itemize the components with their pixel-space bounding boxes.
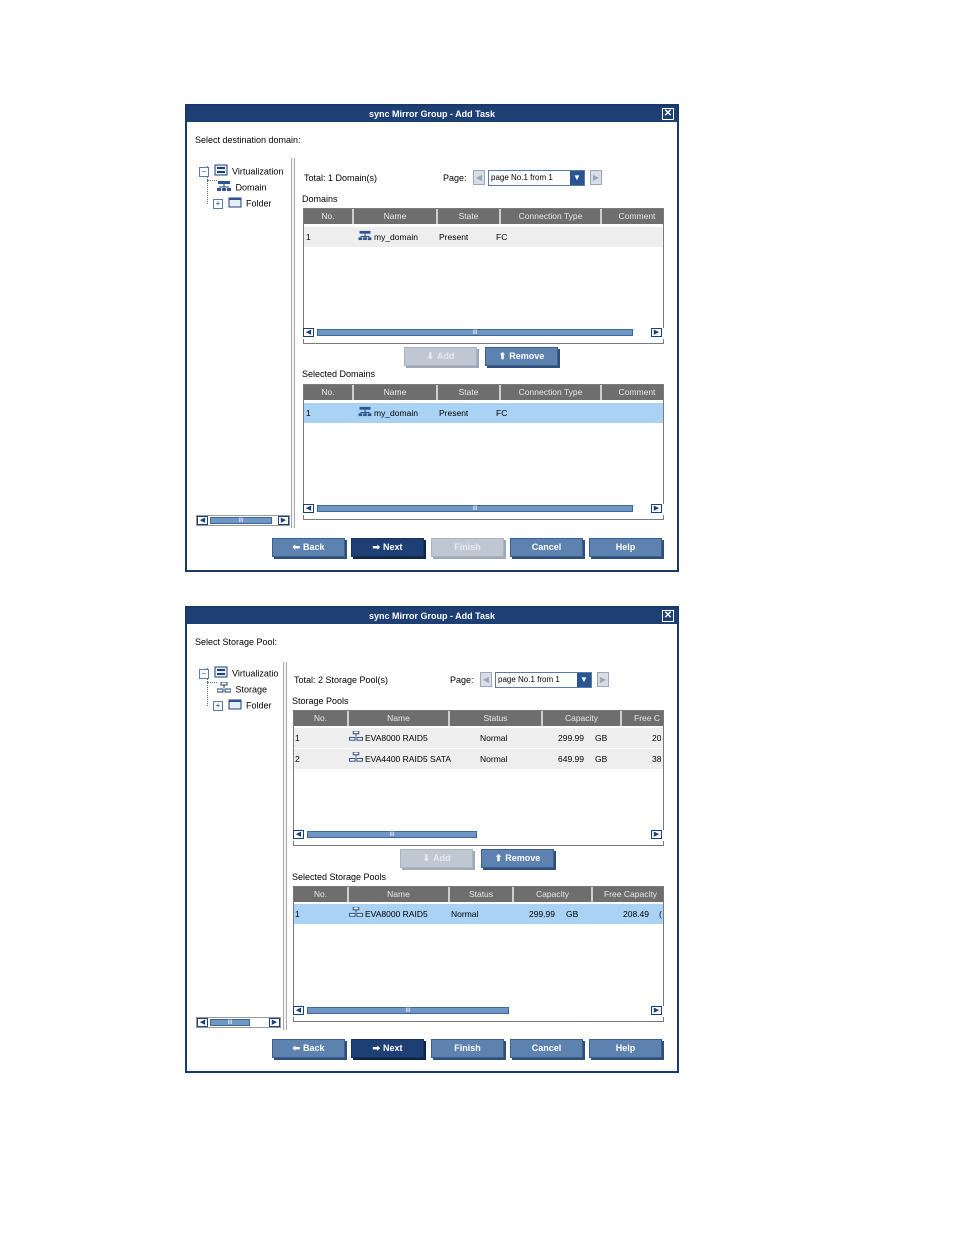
column-header-capacity[interactable]: Capacity xyxy=(543,711,622,726)
previous-page-button[interactable]: ◀ xyxy=(480,672,492,687)
storage-icon xyxy=(217,682,231,698)
table-header xyxy=(304,209,663,224)
domain-icon xyxy=(217,180,231,196)
navigation-tree xyxy=(195,152,292,522)
scroll-thumb[interactable]: III xyxy=(307,831,477,838)
tree-node-domain[interactable] xyxy=(217,180,267,194)
next-button-label: Next xyxy=(383,1043,403,1053)
storage-pool-icon xyxy=(349,905,363,924)
scroll-left-icon[interactable]: ◀ xyxy=(303,504,314,513)
scroll-right-icon[interactable]: ▶ xyxy=(651,830,662,839)
tree-label: Storage xyxy=(235,684,268,695)
selected-table-scrollbar[interactable] xyxy=(293,1006,664,1017)
page-label: Page: xyxy=(450,675,474,685)
table-row[interactable] xyxy=(304,403,663,423)
back-button-label: Back xyxy=(303,1043,325,1053)
selected-table-scrollbar[interactable] xyxy=(303,504,664,515)
column-header-no[interactable]: No. xyxy=(304,209,354,224)
cell-state: Present xyxy=(439,408,469,418)
column-header-comment[interactable]: Comment xyxy=(618,387,656,397)
add-task-dialog-storage-pool xyxy=(185,606,679,1073)
cell-no: 1 xyxy=(306,408,311,418)
scroll-left-icon[interactable]: ◀ xyxy=(303,328,314,337)
page-value: page No.1 from 1 xyxy=(491,173,553,182)
scroll-right-icon[interactable]: ▶ xyxy=(278,516,289,525)
column-header-name[interactable]: Name xyxy=(349,887,450,902)
column-header-free-capacity[interactable]: Free Capacity xyxy=(604,889,657,899)
finish-button-label: Finish xyxy=(454,1043,481,1053)
scroll-right-icon[interactable]: ▶ xyxy=(269,1018,280,1027)
next-button[interactable] xyxy=(351,538,424,557)
tree-label: Folder xyxy=(246,198,272,209)
scroll-thumb[interactable]: III xyxy=(317,329,633,336)
domain-icon xyxy=(358,228,372,247)
add-button-label: Add xyxy=(433,853,451,863)
column-header-connection-type[interactable]: Connection Type xyxy=(501,385,602,400)
help-button-label: Help xyxy=(615,1043,636,1053)
arrow-left-icon: ⬅ xyxy=(292,1043,301,1053)
next-page-button[interactable]: ▶ xyxy=(597,672,609,687)
table-row[interactable] xyxy=(294,749,663,769)
arrow-down-icon: ⬇ xyxy=(426,351,435,361)
finish-button[interactable] xyxy=(431,538,504,557)
scroll-thumb[interactable]: III xyxy=(317,505,633,512)
selected-domains-label: Selected Domains xyxy=(302,369,376,379)
cell-state: Present xyxy=(439,232,469,242)
scroll-left-icon[interactable]: ◀ xyxy=(293,830,304,839)
close-icon[interactable]: ✕ xyxy=(663,610,673,621)
cell-name xyxy=(349,728,428,748)
tree-node-storage[interactable] xyxy=(217,682,267,696)
scroll-left-icon[interactable]: ◀ xyxy=(293,1006,304,1015)
cell-capacity-unit: GB xyxy=(566,909,579,919)
cancel-button-label: Cancel xyxy=(531,542,562,552)
cell-connection-type: FC xyxy=(496,408,508,418)
cell-name-text: my_domain xyxy=(374,408,418,418)
expand-icon[interactable]: + xyxy=(213,701,223,711)
tree-node-virtualization[interactable] xyxy=(199,666,278,680)
folder-icon xyxy=(228,698,242,714)
add-button-label: Add xyxy=(437,351,455,361)
arrow-down-icon: ⬇ xyxy=(422,853,431,863)
prompt-text: Select Storage Pool: xyxy=(195,637,278,647)
tree-connector xyxy=(207,682,217,683)
cell-capacity: 299.99 xyxy=(529,909,555,919)
domains-table-scrollbar[interactable] xyxy=(303,328,664,339)
chevron-down-icon[interactable]: ▼ xyxy=(577,673,591,687)
cell-capacity-unit: GB xyxy=(595,754,608,764)
column-header-state[interactable]: State xyxy=(438,209,501,224)
column-header-capacity[interactable]: Capacity xyxy=(514,887,593,902)
tree-label: Virtualization xyxy=(232,166,284,177)
finish-button[interactable] xyxy=(431,1039,504,1058)
cell-name-text: EVA8000 RAID5 xyxy=(365,733,428,743)
cell-name-text: EVA8000 RAID5 xyxy=(365,909,428,919)
next-page-button[interactable]: ▶ xyxy=(590,170,602,185)
scroll-thumb[interactable]: III xyxy=(307,1007,509,1014)
next-button-label: Next xyxy=(383,542,403,552)
dialog-title: sync Mirror Group - Add Task xyxy=(368,611,496,621)
page-value: page No.1 from 1 xyxy=(498,675,560,684)
next-button[interactable] xyxy=(351,1039,424,1058)
cancel-button-label: Cancel xyxy=(531,1043,562,1053)
domains-list-label: Domains xyxy=(302,194,338,204)
storage-pool-icon xyxy=(349,729,363,748)
add-button[interactable] xyxy=(404,347,477,366)
column-header-free-capacity[interactable]: Free C xyxy=(634,713,660,723)
tree-label: Folder xyxy=(246,700,272,711)
arrow-up-icon: ⬆ xyxy=(498,351,507,361)
column-header-name[interactable]: Name xyxy=(349,711,450,726)
help-button[interactable] xyxy=(589,1039,662,1058)
previous-page-button[interactable]: ◀ xyxy=(473,170,485,185)
column-header-status[interactable]: Status xyxy=(450,711,543,726)
column-header-name[interactable]: Name xyxy=(354,385,438,400)
scroll-right-icon[interactable]: ▶ xyxy=(651,504,662,513)
cell-connection-type: FC xyxy=(496,232,508,242)
table-header xyxy=(304,385,663,400)
arrow-right-icon: ➡ xyxy=(372,542,381,552)
table-row[interactable] xyxy=(304,227,663,247)
back-button-label: Back xyxy=(303,542,325,552)
column-header-state[interactable]: State xyxy=(438,385,501,400)
storage-pools-list-label: Storage Pools xyxy=(292,696,349,706)
pane-splitter[interactable] xyxy=(283,662,287,1030)
cell-name xyxy=(358,403,418,423)
page-select[interactable] xyxy=(488,170,585,186)
arrow-right-icon: ➡ xyxy=(372,1043,381,1053)
add-button[interactable] xyxy=(400,849,473,868)
help-button[interactable] xyxy=(589,538,662,557)
cell-free-capacity: 20 xyxy=(652,733,662,743)
domain-icon xyxy=(358,404,372,423)
prompt-text: Select destination domain: xyxy=(195,135,301,145)
column-header-no[interactable]: No. xyxy=(294,887,349,902)
virtualization-icon xyxy=(214,164,228,180)
scroll-right-icon[interactable]: ▶ xyxy=(651,1006,662,1015)
cell-free-capacity-unit: ( xyxy=(659,909,662,919)
cell-name-text: my_domain xyxy=(374,232,418,242)
domains-table xyxy=(303,208,664,344)
column-header-name[interactable]: Name xyxy=(354,209,438,224)
remove-button[interactable] xyxy=(485,347,558,366)
dialog-title-bar xyxy=(187,106,677,122)
scroll-right-icon[interactable]: ▶ xyxy=(651,328,662,337)
virtualization-icon xyxy=(214,666,228,682)
folder-icon xyxy=(228,196,242,212)
storage-pools-table xyxy=(293,710,664,846)
cell-no: 1 xyxy=(295,733,300,743)
tree-label: Domain xyxy=(235,182,267,193)
cell-free-capacity: 208.49 xyxy=(623,909,649,919)
table-row[interactable] xyxy=(294,904,663,924)
add-task-dialog-domain xyxy=(185,104,679,572)
column-header-status[interactable]: Status xyxy=(450,887,514,902)
cell-capacity-unit: GB xyxy=(595,733,608,743)
collapse-icon[interactable]: − xyxy=(199,167,209,177)
column-header-connection-type[interactable]: Connection Type xyxy=(501,209,602,224)
navigation-tree xyxy=(195,654,283,1024)
selected-storage-pools-table xyxy=(293,886,664,1022)
total-count: Total: 1 Domain(s) xyxy=(304,173,378,183)
scroll-left-icon[interactable]: ◀ xyxy=(197,1018,208,1027)
cancel-button[interactable] xyxy=(510,1039,583,1058)
cell-name xyxy=(358,227,418,247)
scroll-thumb[interactable]: III xyxy=(210,1019,250,1026)
pane-splitter[interactable] xyxy=(291,158,295,528)
selected-domains-table xyxy=(303,384,664,520)
column-header-no[interactable]: No. xyxy=(304,385,354,400)
page-select[interactable] xyxy=(495,672,592,688)
tree-node-folder[interactable] xyxy=(213,698,272,712)
cell-name xyxy=(349,749,451,769)
remove-button[interactable] xyxy=(481,849,554,868)
cell-status: Normal xyxy=(480,733,508,743)
chevron-down-icon[interactable]: ▼ xyxy=(570,171,584,185)
tree-scrollbar[interactable] xyxy=(196,1017,281,1028)
collapse-icon[interactable]: − xyxy=(199,669,209,679)
column-header-no[interactable]: No. xyxy=(294,711,349,726)
cell-free-capacity: 38 xyxy=(652,754,662,764)
finish-button-label: Finish xyxy=(454,542,481,552)
cell-status: Normal xyxy=(451,909,479,919)
cell-no: 2 xyxy=(295,754,300,764)
cell-name-text: EVA4400 RAID5 SATA xyxy=(365,754,451,764)
back-button[interactable] xyxy=(272,1039,345,1058)
remove-button-label: Remove xyxy=(505,853,541,863)
remove-button-label: Remove xyxy=(509,351,545,361)
table-header xyxy=(294,887,663,902)
back-button[interactable] xyxy=(272,538,345,557)
cell-status: Normal xyxy=(480,754,508,764)
cell-capacity: 649.99 xyxy=(558,754,584,764)
close-icon[interactable]: ✕ xyxy=(663,108,673,119)
arrow-up-icon: ⬆ xyxy=(494,853,503,863)
tree-label: Virtualizatio xyxy=(232,668,279,679)
tree-node-virtualization[interactable] xyxy=(199,164,283,178)
expand-icon[interactable]: + xyxy=(213,199,223,209)
cancel-button[interactable] xyxy=(510,538,583,557)
page-label: Page: xyxy=(443,173,467,183)
help-button-label: Help xyxy=(615,542,636,552)
scroll-thumb[interactable]: III xyxy=(210,517,272,524)
arrow-left-icon: ⬅ xyxy=(292,542,301,552)
table-header xyxy=(294,711,663,726)
storage-pools-table-scrollbar[interactable] xyxy=(293,830,664,841)
cell-no: 1 xyxy=(306,232,311,242)
tree-connector xyxy=(207,180,217,181)
scroll-left-icon[interactable]: ◀ xyxy=(197,516,208,525)
cell-name xyxy=(349,904,428,924)
tree-scrollbar[interactable] xyxy=(196,515,290,526)
storage-pool-icon xyxy=(349,750,363,769)
dialog-title-bar xyxy=(187,608,677,624)
tree-node-folder[interactable] xyxy=(213,196,272,210)
selected-storage-pools-label: Selected Storage Pools xyxy=(292,872,387,882)
dialog-title: sync Mirror Group - Add Task xyxy=(368,109,496,119)
table-row[interactable] xyxy=(294,728,663,748)
total-count: Total: 2 Storage Pool(s) xyxy=(294,675,389,685)
column-header-comment[interactable]: Comment xyxy=(618,211,656,221)
cell-no: 1 xyxy=(295,909,300,919)
cell-capacity: 299.99 xyxy=(558,733,584,743)
